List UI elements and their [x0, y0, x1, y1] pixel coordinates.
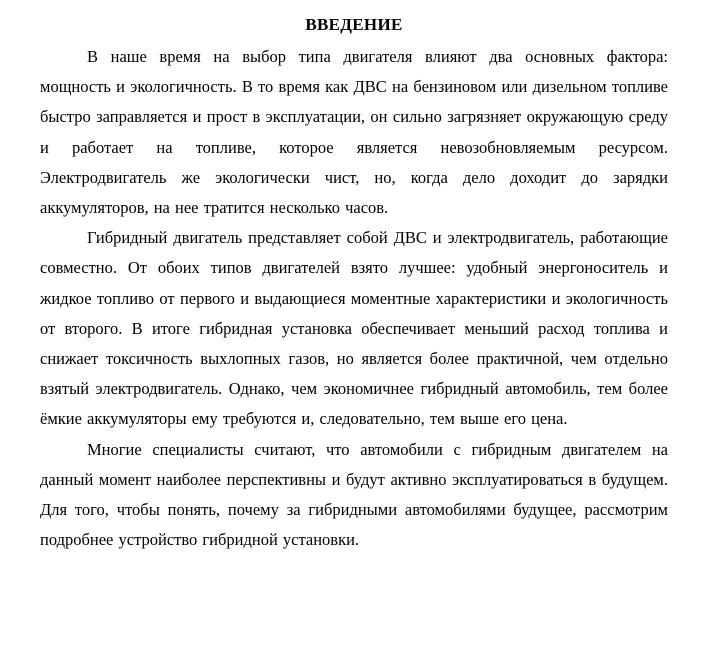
document-title: ВВЕДЕНИЕ [305, 15, 403, 34]
paragraph-specialists-opinion: Многие специалисты считают, что автомобили с гибридным двигателем на данный момент наиболее перспективны и будут активно эксплуатироваться в будущем. Для того, чтобы понять, почему за гибридными автомобилями будущее, рассмотрим подробнее устройство гибридной установки. [40, 439, 668, 550]
paragraph-hybrid-engine: Гибридный двигатель представляет собой ДВС и электродвигатель, работающие совместно. От обоих типов двигателей взято лучшее: удобный энергоноситель и жидкое топливо от первого и выдающиеся моментные характеристики и экологичность от второго. В итоге гибридная установка обеспечивает меньший расход топлива и снижает токсичность выхлопных газов, но является более практичной, чем отдельно взятый электродвигатель. Однако, чем экономичнее гибридный автомобиль, тем более ёмкие аккумуляторы ему требуются и, следовательно, тем выше его цена. [40, 228, 668, 429]
paragraph-intro-factors: В наше время на выбор типа двигателя влияют два основных фактора: мощность и экологичность. В то время как ДВС на бензиновом или дизельном топливе быстро заправляется и прост в эксплуатации, он сильно загрязняет окружающую среду и работает на топливе, которое является невозобновляемым ресурсом. Электродвигатель же экологически чист, но, когда дело доходит до зарядки аккумуляторов, на нее тратится несколько часов. [40, 47, 668, 218]
